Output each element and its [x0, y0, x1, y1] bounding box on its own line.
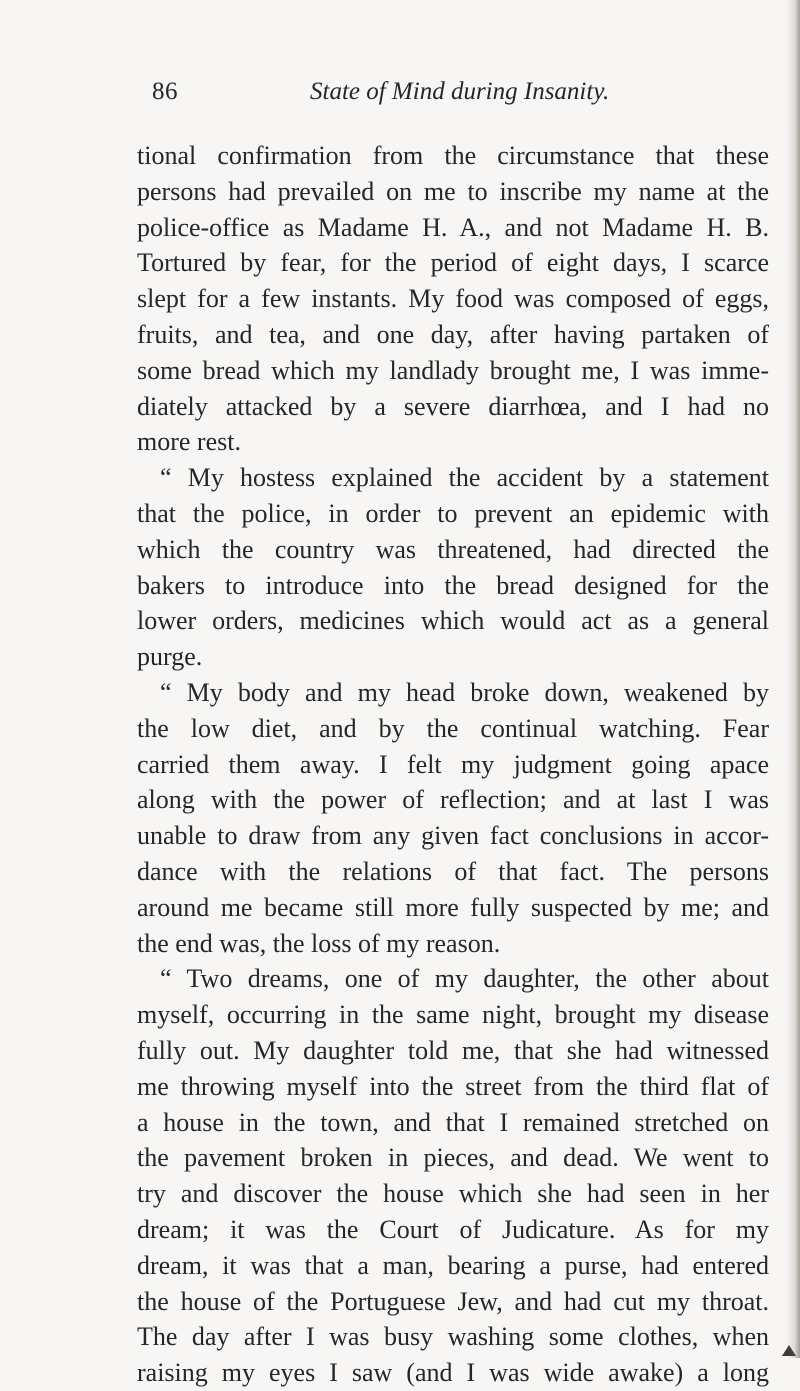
text-line: around me became still more fully suspected by me; and	[137, 892, 769, 922]
text-line: bakers to introduce into the bread designed for the	[137, 570, 769, 600]
text-line: police-office as Madame H. A., and not Madame H. B.	[137, 212, 769, 242]
text-line: along with the power of reflection; and at last I was	[137, 785, 769, 815]
text-line: some bread which my landlady brought me, I was imme-	[137, 355, 769, 385]
text-line: a house in the town, and that I remained stretched on	[137, 1107, 769, 1137]
text-line: Tortured by fear, for the period of eight days, I scarce	[137, 248, 769, 278]
text-line: which the country was threatened, had directed the	[137, 534, 769, 564]
text-line: “ My hostess explained the accident by a statement	[160, 463, 769, 493]
text-line: carried them away. I felt my judgment going apace	[137, 749, 769, 779]
text-line: dream; it was the Court of Judicature. As for my	[137, 1214, 769, 1244]
text-line: The day after I was busy washing some clothes, when	[137, 1322, 769, 1352]
text-line: the pavement broken in pieces, and dead. We went to	[137, 1143, 769, 1173]
text-line: the house of the Portuguese Jew, and had cut my throat.	[137, 1286, 769, 1316]
page-number: 86	[152, 78, 178, 105]
text-line: myself, occurring in the same night, brought my disease	[137, 1000, 769, 1030]
text-line: more rest.	[137, 427, 241, 457]
text-line: that the police, in order to prevent an epidemic with	[137, 498, 769, 528]
text-line: fully out. My daughter told me, that she had witnessed	[137, 1035, 769, 1065]
text-line: the low diet, and by the continual watching. Fear	[137, 713, 769, 743]
text-line: lower orders, medicines which would act as a general	[137, 606, 769, 636]
text-line: the end was, the loss of my reason.	[137, 928, 501, 958]
text-line: raising my eyes I saw (and I was wide awake) a long	[137, 1358, 769, 1388]
text-line: fruits, and tea, and one day, after having partaken of	[137, 319, 769, 349]
text-line: dance with the relations of that fact. The persons	[137, 856, 769, 886]
text-line: dream, it was that a man, bearing a purse, had entered	[137, 1250, 769, 1280]
body-text	[137, 138, 769, 1391]
text-line: persons had prevailed on me to inscribe my name at the	[137, 176, 769, 206]
text-line: diately attacked by a severe diarrhœa, and I had no	[137, 391, 769, 421]
text-line: tional confirmation from the circumstance that these	[137, 141, 769, 170]
text-line: “ Two dreams, one of my daughter, the other about	[160, 964, 769, 994]
text-line: me throwing myself into the street from the third flat of	[137, 1071, 769, 1101]
text-line: purge.	[137, 642, 203, 672]
running-title: State of Mind during Insanity.	[310, 78, 610, 105]
text-line: “ My body and my head broke down, weakened by	[160, 677, 769, 707]
text-line: slept for a few instants. My food was composed of eggs,	[137, 284, 769, 314]
text-line: try and discover the house which she had seen in her	[137, 1179, 769, 1209]
running-head	[152, 78, 712, 114]
page-corner-mark	[782, 1345, 796, 1356]
text-line: unable to draw from any given fact conclusions in accor-	[137, 821, 769, 851]
